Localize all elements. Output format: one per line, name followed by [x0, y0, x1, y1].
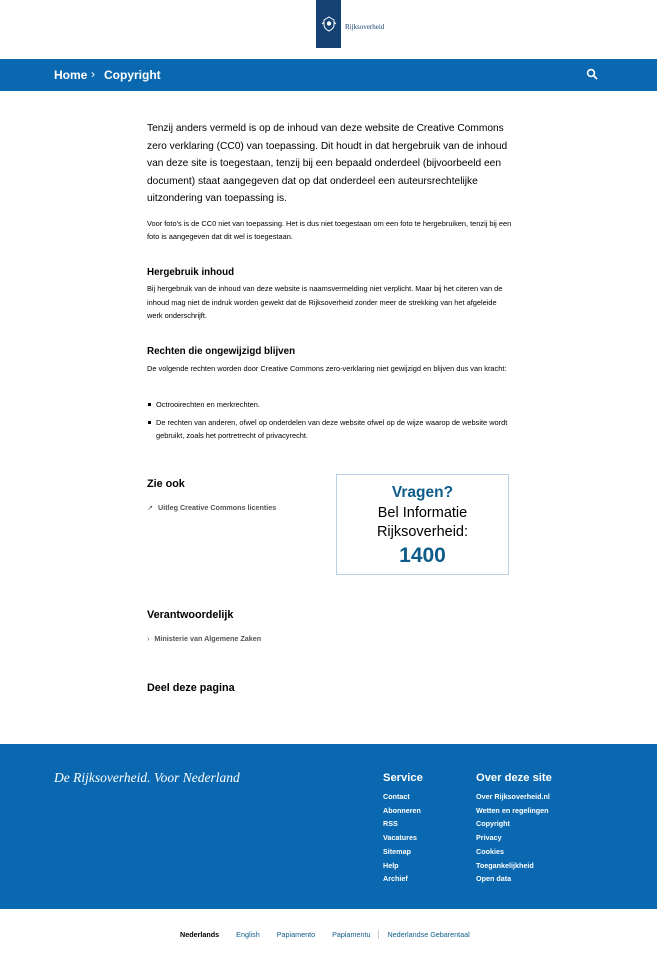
section-heading-rechten: Rechten die ongewijzigd blijven	[147, 346, 296, 357]
contact-callout[interactable]	[336, 474, 509, 575]
footer-link[interactable]: Privacy	[476, 833, 502, 843]
rights-list	[147, 398, 512, 447]
list-item: De rechten van anderen, ofwel op onderdelen van deze website ofwel op de wijze waarop de website wordt gebruikt, zoals het portretrecht of privacyrecht.	[147, 416, 512, 443]
footer-service-column	[383, 772, 423, 886]
language-option-english[interactable]: English	[236, 930, 269, 939]
footer-link[interactable]: Copyright	[476, 819, 510, 829]
section-text-rechten: De volgende rechten worden door Creative Commons zero-verklaring niet gewijzigd en blijven dus van kracht:	[147, 364, 507, 373]
navigation-bar	[0, 59, 657, 91]
section-heading-hergebruik: Hergebruik inhoud	[147, 267, 235, 278]
search-icon	[586, 68, 598, 80]
footer-link[interactable]: Over Rijksoverheid.nl	[476, 792, 550, 801]
footer-link[interactable]: Contact	[383, 792, 410, 801]
callout-phone-number: 1400	[399, 544, 446, 567]
footer-service-title: Service	[383, 772, 423, 784]
language-option-nederlands[interactable]: Nederlands	[180, 930, 228, 939]
chevron-right-icon: ›	[147, 634, 150, 643]
site-footer	[0, 744, 657, 909]
main-content	[147, 120, 512, 441]
callout-line: Bel Informatie	[377, 505, 468, 521]
section-text-hergebruik: Bij hergebruik van de inhoud van deze website is naamsvermelding niet verplicht. Maar bij het citeren van de inhoud mag niet de indruk worden gewekt dat de Rijksoverheid zonder meer de strekking van het afgeleide werk onderschrijft.	[147, 284, 503, 321]
search-button[interactable]	[586, 67, 600, 81]
footer-link[interactable]: Abonneren	[383, 805, 421, 815]
verantwoordelijk-heading: Verantwoordelijk	[147, 609, 234, 621]
callout-line: Rijksoverheid:	[376, 524, 469, 540]
intro-text: Tenzij anders vermeld is op de inhoud van deze website de Creative Commons zero verklaring (CC0) van toepassing. Dit houdt in dat hergebruik van de inhoud van deze site is toegestaan, tenzij bij een bepaald onderdeel (bijvoorbeeld een document) staat aangegeven dat op dat onderdeel een auteursrechtelijke uitzondering van toepassing is.	[147, 123, 508, 204]
language-bar	[0, 909, 657, 960]
creative-commons-link-label: Uitleg Creative Commons licenties	[158, 503, 277, 512]
footer-link[interactable]: Help	[383, 860, 399, 870]
callout-question: Vragen?	[391, 484, 454, 501]
footer-link[interactable]: RSS	[383, 819, 398, 829]
creative-commons-link[interactable]	[147, 503, 276, 512]
footer-over-title: Over deze site	[476, 772, 552, 784]
ministerie-link[interactable]	[147, 634, 261, 643]
language-option-papiamentu[interactable]: Papiamentu	[332, 930, 379, 939]
share-heading: Deel deze pagina	[147, 682, 235, 694]
external-arrow-icon: ↗	[147, 503, 154, 512]
logo-text: Rijksoverheid	[345, 23, 385, 31]
footer-link[interactable]: Archief	[383, 874, 408, 884]
list-item: Octrooirechten en merkrechten.	[147, 398, 512, 412]
coat-of-arms-icon	[316, 0, 341, 48]
footer-link[interactable]: Toegankelijkheid	[476, 860, 534, 870]
language-option-gebarentaal[interactable]: Nederlandse Gebarentaal	[387, 930, 478, 939]
breadcrumb-home[interactable]: Home	[54, 68, 88, 82]
footer-link[interactable]: Wetten en regelingen	[476, 805, 549, 815]
footer-slogan: De Rijksoverheid. Voor Nederland	[54, 770, 240, 785]
photo-note: Voor foto's is de CC0 niet van toepassing. Het is dus niet toegestaan om een foto te hergebruiken, tenzij bij een foto is aangegeven dat dit wel is toegestaan.	[147, 218, 512, 241]
footer-over-column	[476, 772, 552, 886]
zie-ook-heading: Zie ook	[147, 478, 185, 490]
breadcrumb-separator-icon: ›	[91, 67, 95, 81]
footer-link[interactable]: Open data	[476, 874, 512, 884]
breadcrumb-current: Copyright	[104, 68, 161, 82]
footer-link[interactable]: Sitemap	[383, 846, 411, 856]
footer-link[interactable]: Vacatures	[383, 833, 417, 843]
site-header	[0, 0, 657, 59]
language-option-papiamento[interactable]: Papiamento	[277, 930, 324, 939]
ministerie-link-label: Ministerie van Algemene Zaken	[154, 634, 262, 643]
footer-link[interactable]: Cookies	[476, 846, 504, 856]
rijksoverheid-logo[interactable]	[305, 0, 410, 50]
